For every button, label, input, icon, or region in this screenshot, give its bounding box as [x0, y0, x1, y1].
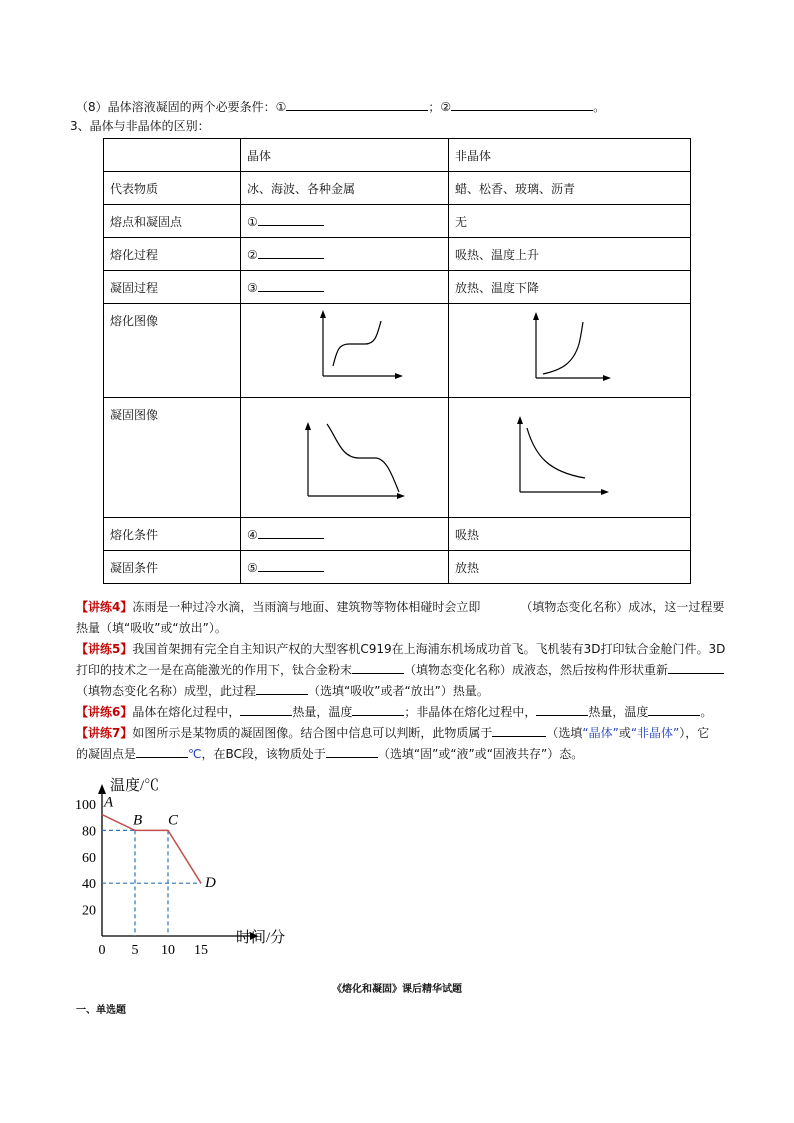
y-tick-label: 80: [82, 824, 96, 840]
amorphous-solidifying-graph-cell: [449, 398, 691, 518]
amorphous-cell: 放热: [449, 551, 691, 584]
x-tick-label: 0: [98, 943, 106, 958]
answer-blank[interactable]: [258, 280, 324, 292]
header-cell-crystal: 晶体: [241, 139, 449, 172]
ex6-text-a: 晶体在熔化过程中，: [132, 705, 241, 719]
row-label: 凝固图像: [104, 398, 241, 518]
amorphous-cell: 蜡、松香、玻璃、沥青: [449, 172, 691, 205]
table-row: [104, 205, 691, 238]
row-label: 熔化过程: [104, 238, 241, 271]
ex7-blank-2[interactable]: [136, 744, 188, 758]
row-label: 凝固条件: [104, 551, 241, 584]
melting-curve: [543, 322, 583, 374]
y-tick-label: 20: [82, 903, 96, 919]
ex7-option-amorphous: “非晶体”: [630, 726, 680, 740]
x-tick-label: 10: [161, 943, 175, 958]
row-label: 熔点和凝固点: [104, 205, 241, 238]
exercise-6: [76, 702, 726, 723]
chart-guide-lines: [102, 830, 201, 936]
crystal-cell: [241, 205, 449, 238]
solidifying-curve: [527, 428, 585, 478]
q8-blank-2[interactable]: [451, 97, 593, 111]
exercise-tag: 【讲练7】: [76, 726, 133, 740]
ex5-text-3a: （填物态变化名称）成型，此过程: [76, 684, 257, 698]
amorphous-melting-graph: [449, 304, 690, 394]
amorphous-melting-graph-cell: [449, 304, 691, 398]
answer-blank[interactable]: [258, 247, 324, 259]
crystal-cell: 冰、海波、各种金属: [241, 172, 449, 205]
answer-blank[interactable]: [258, 214, 324, 226]
chart-y-label: 温度/℃: [110, 778, 160, 794]
row-label: 熔化图像: [104, 304, 241, 398]
ex6-blank-1[interactable]: [240, 702, 292, 716]
point-label-D: D: [205, 875, 216, 892]
crystal-solidifying-graph: [241, 398, 448, 514]
section-single-choice: 一、单选题: [76, 1005, 126, 1016]
ex5-text-2a: 打印的技术之一是在高能激光的作用下，钛合金粉末: [76, 663, 353, 677]
amorphous-cell: 吸热: [449, 518, 691, 551]
amorphous-cell: 吸热、温度上升: [449, 238, 691, 271]
exercise-7: [76, 723, 726, 765]
ex6-blank-2[interactable]: [352, 702, 404, 716]
table-row: [104, 172, 691, 205]
ex5-text-2b: （填物态变化名称）成液态，然后按构件形状重新: [404, 663, 669, 677]
ex6-blank-4[interactable]: [648, 702, 700, 716]
ex7-text-1c: ），它: [679, 726, 710, 740]
ex6-text-c: ；非晶体在熔化过程中，: [404, 705, 537, 719]
y-axis-arrow: [533, 312, 539, 320]
ex5-blank-2[interactable]: [668, 660, 724, 674]
amorphous-cell: 无: [449, 205, 691, 238]
row-label: 代表物质: [104, 172, 241, 205]
ex6-blank-3[interactable]: [536, 702, 588, 716]
section-3-title: 3、晶体与非晶体的区别：: [70, 119, 210, 133]
answer-blank[interactable]: [258, 527, 324, 539]
q8-prefix: （8）晶体溶液凝固的两个必要条件：①: [76, 100, 287, 114]
ex4-text-3: 热量（填“吸收”或“放出”）。: [76, 621, 227, 635]
x-axis-arrow: [397, 493, 405, 499]
ex7-text-2a: 的凝固点是: [76, 747, 137, 761]
crystal-melting-graph: [241, 304, 448, 394]
x-axis-arrow: [395, 373, 403, 379]
solidifying-curve: [327, 424, 399, 492]
chart-x-ticks: [99, 943, 209, 958]
ex5-blank-3[interactable]: [256, 681, 308, 695]
exercise-5: [76, 639, 726, 702]
y-axis-arrow: [320, 310, 326, 318]
chart-series-line: [102, 815, 201, 884]
ex6-text-e: 。: [700, 705, 713, 719]
blank-number: ⑤: [247, 560, 258, 575]
table-row: [104, 518, 691, 551]
table-row: [104, 238, 691, 271]
melting-curve: [333, 321, 381, 366]
x-tick-label: 15: [194, 943, 208, 958]
ex7-text-2c: （选填“固”或“液”或“固液共存”）态。: [377, 747, 584, 761]
y-tick-label: 60: [82, 850, 96, 866]
chart-y-ticks: [75, 798, 96, 919]
ex7-blank-3[interactable]: [326, 744, 378, 758]
blank-number: ①: [247, 214, 258, 229]
chart-point-labels: [103, 795, 216, 892]
ex6-text-b: 热量，温度: [292, 705, 353, 719]
table-row-melting-graph: [104, 304, 691, 398]
ex7-option-crystal: “晶体”: [582, 726, 619, 740]
amorphous-cell: 放热、温度下降: [449, 271, 691, 304]
exercise-tag: 【讲练5】: [76, 642, 133, 656]
header-cell-empty: [104, 139, 241, 172]
row-label: 熔化条件: [104, 518, 241, 551]
ex4-text-2: （填物态变化名称）成冰，这一过程要: [520, 600, 725, 614]
q8-mid: ；②: [428, 100, 452, 114]
crystal-solidifying-graph-cell: [241, 398, 449, 518]
header-cell-amorphous: 非晶体: [449, 139, 691, 172]
ex4-text-1: 冻雨是一种过冷水滴，当雨滴与地面、建筑物等物体相碰时会立即: [132, 600, 481, 614]
blank-number: ②: [247, 247, 258, 262]
ex7-text-1b: （选填: [546, 726, 583, 740]
crystal-cell: [241, 238, 449, 271]
q8-blank-1[interactable]: [286, 97, 428, 111]
ex7-unit: ℃: [188, 747, 202, 761]
x-axis-arrow: [601, 489, 609, 495]
point-label-A: A: [104, 794, 114, 811]
ex5-blank-1[interactable]: [352, 660, 404, 674]
row-label: 凝固过程: [104, 271, 241, 304]
q8-end: 。: [593, 100, 606, 114]
ex7-blank-1[interactable]: [492, 723, 546, 737]
table-row: [104, 271, 691, 304]
point-label-B: B: [133, 812, 143, 829]
exercise-tag: 【讲练6】: [76, 705, 133, 719]
y-tick-label: 40: [82, 877, 96, 893]
crystal-melting-graph-cell: [241, 304, 449, 398]
y-tick-label: 100: [75, 798, 96, 813]
crystal-cell: [241, 551, 449, 584]
crystal-cell: [241, 518, 449, 551]
exercise-4: [76, 597, 726, 639]
ex5-text-1: 我国首架拥有完全自主知识产权的大型客机C919在上海浦东机场成功首飞。飞机装有3D打印钛合金舱门件。3D: [132, 642, 726, 656]
table-header-row: [104, 139, 691, 172]
ex7-text-2b: ，在BC段，该物质处于: [201, 747, 326, 761]
worksheet-footer-title: 《熔化和凝固》课后精华试题: [332, 984, 462, 995]
chart-y-axis-arrow: [98, 784, 106, 794]
ex6-text-d: 热量，温度: [588, 705, 649, 719]
chart-x-label: 时间/分: [236, 930, 286, 946]
answer-blank[interactable]: [258, 560, 324, 572]
point-label-C: C: [168, 812, 179, 829]
table-row-solidifying-graph: [104, 398, 691, 518]
ex7-or: 或: [618, 726, 631, 740]
x-axis-arrow: [603, 375, 611, 381]
table-row: [104, 551, 691, 584]
crystal-comparison-table: [103, 138, 691, 584]
solidification-chart: [66, 770, 306, 958]
crystal-cell: [241, 271, 449, 304]
ex7-text-1a: 如图所示是某物质的凝固图像。结合图中信息可以判断，此物质属于: [132, 726, 493, 740]
exercise-tag: 【讲练4】: [76, 600, 133, 614]
y-axis-arrow: [305, 422, 311, 430]
blank-number: ③: [247, 280, 258, 295]
blank-number: ④: [247, 527, 258, 542]
question-8: [76, 97, 605, 116]
ex5-text-3b: （选填“吸收”或者“放出”）热量。: [308, 684, 489, 698]
y-axis-arrow: [517, 416, 523, 424]
amorphous-solidifying-graph: [449, 398, 690, 514]
x-tick-label: 5: [131, 943, 139, 958]
